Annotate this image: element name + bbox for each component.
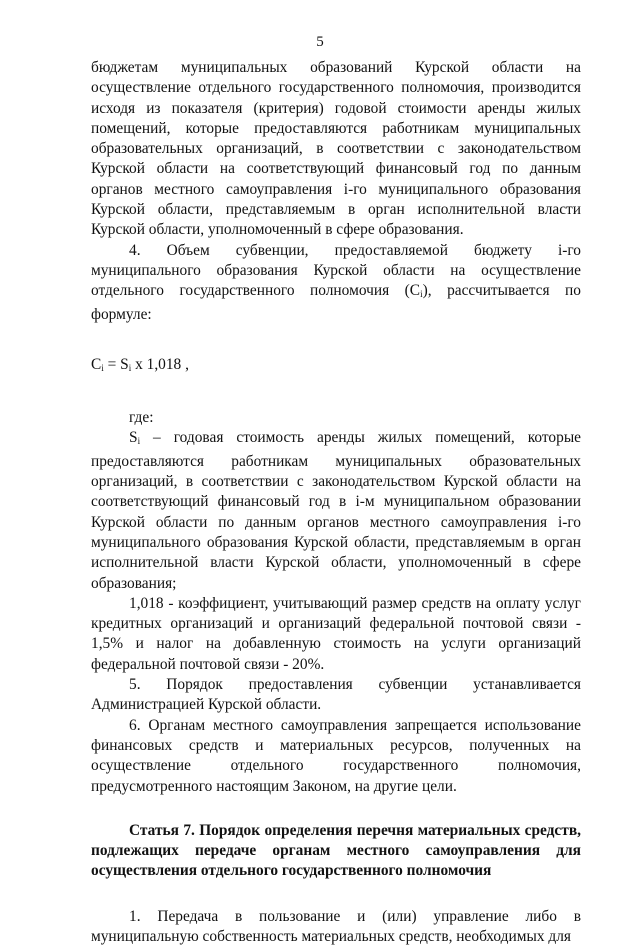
definition-s-text: – годовая стоимость аренды жилых помещений, которые предоставляются работникам муниципальных образовательных организаций, в соответствии с законодательством Курской области на соответствующий финансовый год в i-м муниципальном образовании Курской области по данным органов местного самоуправления i-го муниципального образования Курской области, представляемым в орган исполнительной власти Курской области, уполномоченный в сфере образования; bbox=[91, 429, 581, 592]
article-7-paragraph-1: 1. Передача в пользование и (или) управление либо в муниципальную собственность материальных средств, необходимых для bbox=[91, 907, 581, 946]
subvention-volume-text: 4. Объем субвенции, предоставляемой бюджету i-го муниципального образования Курской области на осуществление отдельного государственного полномочия (C bbox=[91, 241, 581, 300]
definition-s bbox=[91, 428, 581, 593]
subvention-volume-subscript: i bbox=[420, 289, 423, 300]
formula-tail: x 1,018 , bbox=[131, 355, 189, 373]
article-7-title: Статья 7. Порядок определения перечня материальных средств, подлежащих передаче органам местного самоуправления для осуществления отдельного государственного полномочия bbox=[91, 821, 581, 879]
formula-c-subscript: i bbox=[101, 362, 104, 373]
definition-coefficient: 1,018 - коэффициент, учитывающий размер средств на оплату услуг кредитных организаций и организаций федеральной почтовой связи - 1,5% и налог на добавленную стоимость на услуги организаций федеральной почтовой связи - 20%. bbox=[91, 594, 581, 673]
formula bbox=[91, 355, 581, 378]
paragraph-subvention-volume bbox=[91, 241, 581, 325]
page-number: 5 bbox=[316, 34, 324, 50]
paragraph-prohibition: 6. Органам местного самоуправления запрещается использование финансовых средств и материальных ресурсов, полученных на осуществление отдельного государственного полномочия, предусмотренного настоящим Законом, на другие цели. bbox=[91, 716, 581, 795]
paragraph-procedure: 5. Порядок предоставления субвенции устанавливается Администрацией Курской области. bbox=[91, 676, 581, 714]
subvention-volume-tail: ), рассчитывается по формуле: bbox=[91, 282, 581, 323]
paragraph-budget-continuation: бюджетам муниципальных образований Курской области на осуществление отдельного государственного полномочия, производится исходя из показателя (критерия) годовой стоимости аренды жилых помещений, которые предоставляются работникам муниципальных образовательных организаций, в соответствии с законодательством Курской области на соответствующий финансовый год по данным органов местного самоуправления i-го муниципального образования Курской области, представляемым в орган исполнительной власти Курской области, уполномоченный в сфере образования. bbox=[91, 59, 581, 239]
formula-c: C bbox=[91, 355, 102, 373]
definition-s-subscript: i bbox=[137, 436, 141, 447]
formula-s-subscript: i bbox=[128, 362, 132, 373]
where-label: где: bbox=[129, 409, 154, 427]
formula-equals-s: = S bbox=[103, 355, 129, 373]
document-body bbox=[91, 58, 581, 947]
definition-s-symbol: S bbox=[129, 429, 138, 447]
